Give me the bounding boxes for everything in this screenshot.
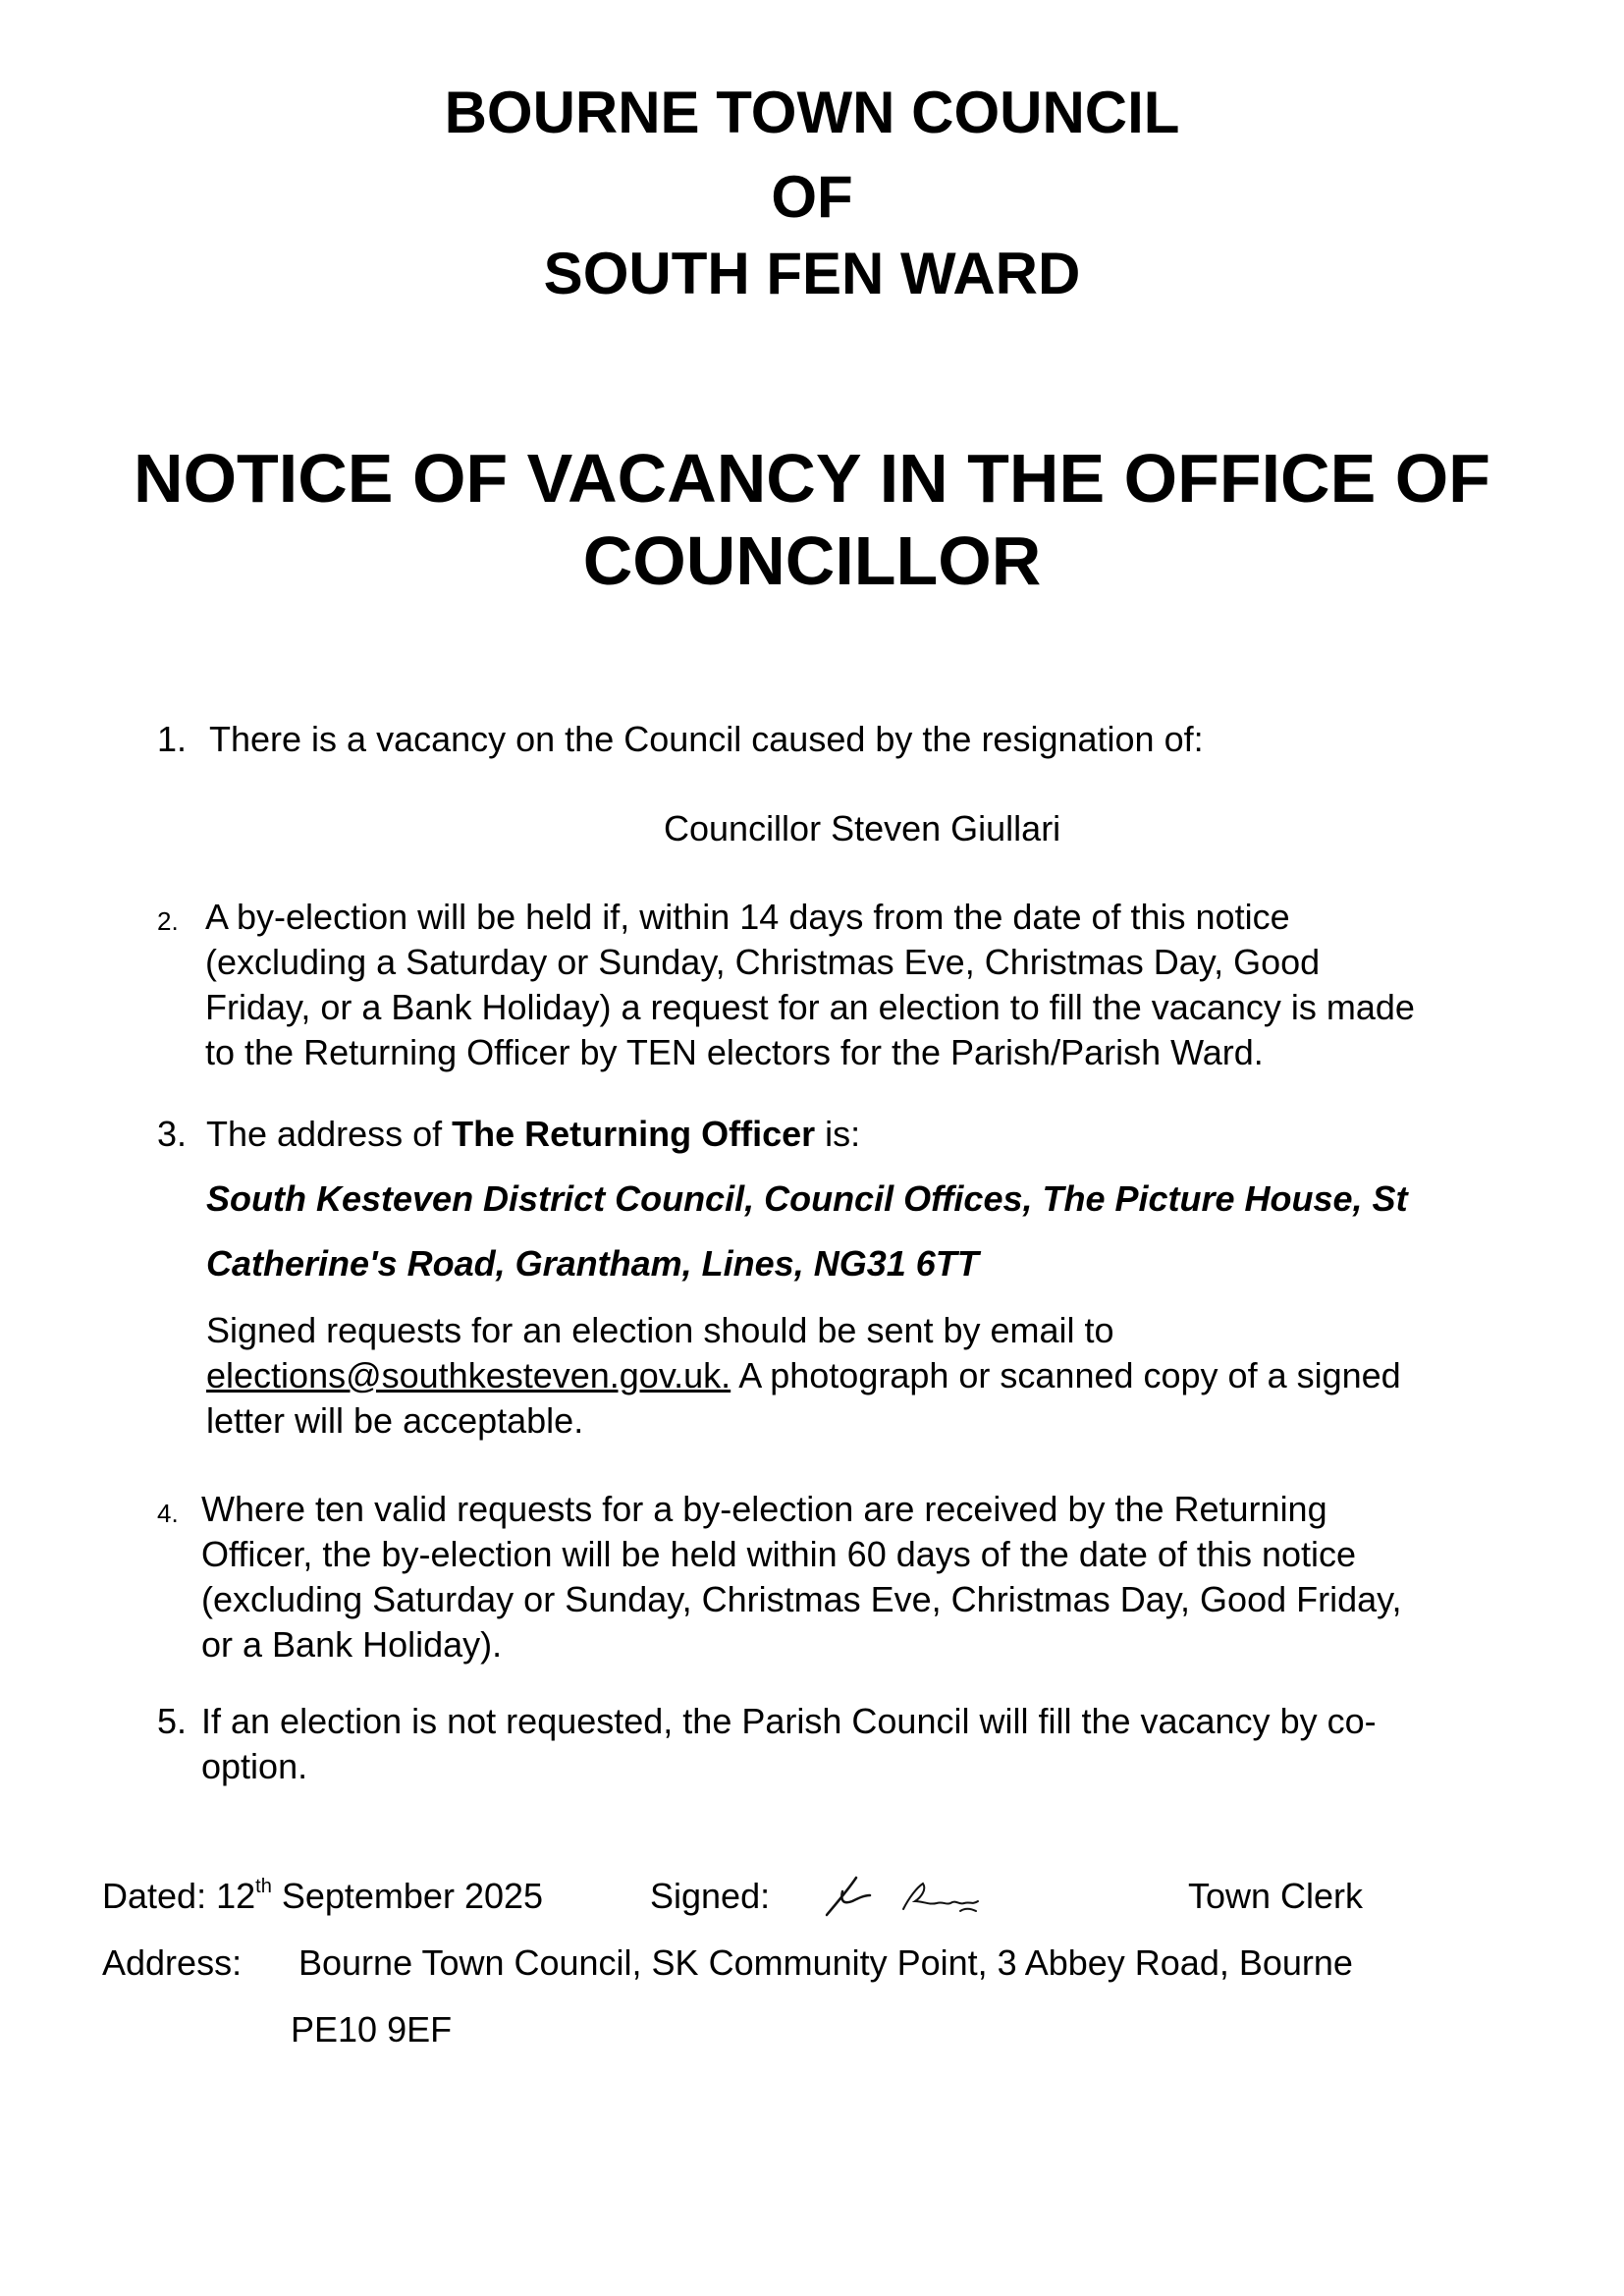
signature-icon (813, 1866, 1009, 1935)
notice-title-line1: NOTICE OF VACANCY IN THE OFFICE OF (134, 440, 1490, 517)
item2-line: A by-election will be held if, within 14 days from the date of this notice (205, 897, 1290, 937)
item1-number: 1. (157, 719, 188, 759)
address-label: Address: (102, 1942, 243, 1983)
item2-line: (excluding a Saturday or Sunday, Christmas Eve, Christmas Day, Good (205, 942, 1321, 982)
council-of: OF (771, 164, 853, 230)
returning-officer-address-line2: Catherine's Road, Grantham, Lines, NG31 6TT (206, 1243, 979, 1284)
item1-text: There is a vacancy on the Council caused by the resignation of: (209, 719, 1204, 759)
item3-number: 3. (157, 1114, 188, 1154)
item2-paragraph (205, 895, 1415, 1075)
item4-number: 4. (157, 1499, 179, 1528)
signed-label: Signed: (650, 1876, 771, 1916)
dated-line (102, 1874, 543, 1919)
dated-label: Dated: (102, 1876, 207, 1916)
item3-after-email: A photograph or scanned copy of a signed (731, 1355, 1401, 1395)
notice-title-line2: COUNCILLOR (582, 522, 1042, 599)
item3-last-line: letter will be acceptable. (206, 1400, 584, 1441)
item5-number: 5. (157, 1701, 188, 1741)
item3-intro-text: The address of (206, 1114, 453, 1154)
item5-line: option. (201, 1746, 308, 1786)
item4-line: Where ten valid requests for a by-election are received by the Returning (201, 1489, 1327, 1529)
resigned-councillor-name: Councillor Steven Giullari (664, 808, 1061, 848)
item5-paragraph (201, 1699, 1377, 1789)
date-suffix: th (255, 1876, 272, 1897)
item3-email-paragraph (206, 1308, 1401, 1444)
signatory-role: Town Clerk (1188, 1876, 1364, 1916)
address-line2: PE10 9EF (291, 2009, 453, 2050)
date-day: 12 (216, 1876, 256, 1916)
item3-email-line (206, 1353, 1401, 1398)
council-name: BOURNE TOWN COUNCIL (444, 80, 1180, 145)
item3-intro-end: is: (815, 1114, 861, 1154)
address-line1: Bourne Town Council, SK Community Point, 3 Abbey Road, Bourne (298, 1942, 1353, 1983)
email-link[interactable]: elections@southkesteven.gov.uk. (206, 1355, 731, 1395)
item2-line: Friday, or a Bank Holiday) a request for an election to fill the vacancy is made (205, 987, 1415, 1027)
ward-name: SOUTH FEN WARD (543, 241, 1081, 306)
item2-number: 2. (157, 906, 179, 936)
item3-intro (206, 1112, 860, 1157)
item5-line: If an election is not requested, the Parish Council will fill the vacancy by co- (201, 1701, 1377, 1741)
item4-line: Officer, the by-election will be held within 60 days of the date of this notice (201, 1534, 1357, 1574)
item3-sent-line: Signed requests for an election should be sent by email to (206, 1310, 1114, 1350)
item4-paragraph (201, 1487, 1401, 1667)
item4-line: (excluding Saturday or Sunday, Christmas Eve, Christmas Day, Good Friday, (201, 1579, 1402, 1619)
item2-line: to the Returning Officer by TEN electors for the Parish/Parish Ward. (205, 1032, 1264, 1072)
item4-line: or a Bank Holiday). (201, 1624, 503, 1665)
returning-officer-label: The Returning Officer (452, 1114, 816, 1154)
date-rest: September 2025 (281, 1876, 544, 1916)
returning-officer-address-line1: South Kesteven District Council, Council Offices, The Picture House, St (206, 1178, 1408, 1219)
